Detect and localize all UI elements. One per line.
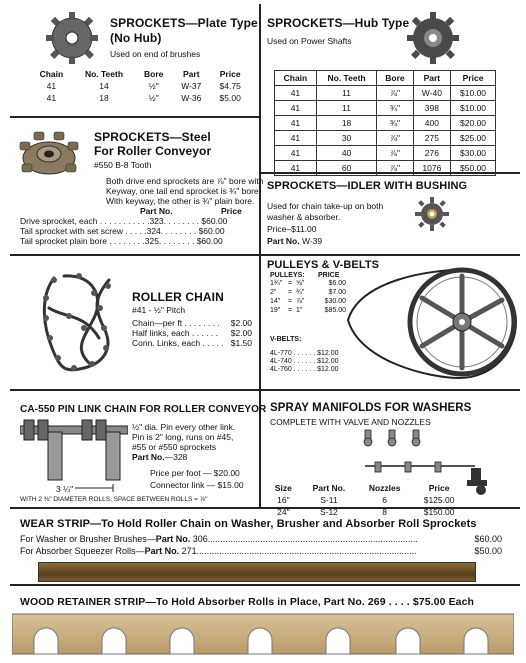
item-price: $2.00: [230, 328, 252, 338]
steel-tooth: #550 B-8 Tooth: [94, 160, 152, 170]
pulley-bore: ¾": [296, 289, 305, 296]
hub-sprocket-image: [404, 10, 462, 66]
spray-col-part: Part No.: [312, 483, 346, 493]
item-price: $1.50: [230, 338, 252, 348]
pinlink-part: [132, 452, 187, 462]
pulley-price: $6.00: [328, 280, 346, 287]
pulley-belt-image: [340, 262, 520, 386]
pulleys-col-label: PULLEYS:: [270, 272, 305, 279]
list-item: [132, 338, 252, 348]
spray-table: [266, 482, 466, 518]
cell: $20.00: [451, 116, 496, 131]
idler-part-value: W-39: [301, 236, 323, 246]
vbelt-name: 4L-770: [270, 350, 292, 357]
cell: ⅞": [377, 146, 413, 161]
hub-col-chain: Chain: [275, 71, 317, 86]
cell: 16": [277, 495, 290, 505]
hub-col-bore: Bore: [377, 71, 413, 86]
cell: ⅞": [377, 131, 413, 146]
steel-col-part: Part No.: [140, 206, 173, 216]
pulley-size: 19": [270, 307, 281, 314]
cell: $125.00: [423, 495, 455, 505]
plate-table: [30, 68, 250, 104]
pinlink-title: CA-550 PIN LINK CHAIN FOR ROLLER CONVEYOR: [20, 404, 267, 415]
item-price: . . . . . . . . $60.00: [163, 216, 228, 226]
cell: 60: [316, 161, 376, 176]
idler-desc-1: Used for chain take-up on both: [267, 201, 384, 211]
idler-sprocket-image: [414, 196, 450, 232]
item-label: Drive sprocket, each . . . . . . . . . . .: [20, 216, 150, 226]
item-price: . . . . . . . . $60.00: [160, 226, 225, 236]
pulley-price: $7.00: [328, 289, 346, 296]
cell: ¾": [377, 101, 413, 116]
cell: $4.75: [219, 81, 241, 91]
cell: 40: [316, 146, 376, 161]
vbelt-price: . . . . . . $12.00: [293, 350, 339, 357]
spray-subtitle: COMPLETE WITH VALVE AND NOZZLES: [270, 417, 431, 427]
hub-table-header: [275, 71, 496, 86]
pulleys-title: PULLEYS & V-BELTS: [267, 259, 380, 271]
steel-title: SPROCKETS—Steel: [94, 130, 211, 144]
plate-title: SPROCKETS—Plate Type: [110, 16, 258, 30]
hub-table: [274, 70, 496, 176]
cell: $10.00: [451, 86, 496, 101]
list-item: [132, 328, 252, 338]
pinlink-connector: Connector link — $15.00: [150, 480, 244, 490]
list-item: [270, 366, 339, 373]
cell: 8: [382, 507, 388, 517]
item-label: Conn. Links, each . . . . .: [132, 338, 224, 348]
spray-col-nozzles: Nozzles: [368, 483, 401, 493]
cell: ⅞": [377, 161, 413, 176]
cell: ¾": [377, 116, 413, 131]
spray-title: SPRAY MANIFOLDS FOR WASHERS: [270, 402, 472, 414]
pulley-bore: 1": [296, 307, 303, 314]
steel-desc-1: Both drive end sprockets are ⅞" bore with: [106, 176, 264, 186]
wear-part-value: 271: [181, 546, 197, 556]
steel-sprocket-image: [14, 128, 84, 182]
item-label: Tail sprocket with set screw . . . . .: [20, 226, 147, 236]
plate-subtitle: Used on end of brushes: [110, 49, 201, 59]
cell: $25.00: [451, 131, 496, 146]
idler-part: [267, 236, 322, 246]
pinlink-part-label: Part No.: [132, 452, 165, 462]
cell: $10.00: [451, 101, 496, 116]
item-price: $2.00: [230, 318, 252, 328]
steel-desc-3: With keyway, the other is ¾" plain bore.: [106, 196, 255, 206]
wear-part-value: 306: [192, 534, 208, 544]
cell: 41: [46, 81, 57, 91]
pulley-bore: ⅞": [296, 298, 305, 305]
list-item: [20, 236, 223, 246]
hub-col-teeth: No. Teeth: [316, 71, 376, 86]
item-label: Tail sprocket plain bore . . . . . . . .: [20, 236, 145, 246]
cell: 41: [275, 116, 317, 131]
pulleys-col-price: PRICE: [318, 272, 340, 279]
table-row: [275, 86, 496, 101]
cell: 41: [275, 146, 317, 161]
cell: ⅞": [377, 86, 413, 101]
divider: [10, 389, 520, 391]
pulley-bore: ⅝": [296, 280, 305, 287]
list-item: [270, 307, 346, 314]
roller-pitch: #41 - ½" Pitch: [132, 305, 186, 315]
cell: 11: [316, 86, 376, 101]
list-item: [20, 226, 225, 236]
pulley-eq: =: [288, 280, 293, 287]
plate-table-header: [30, 68, 250, 80]
pulley-price: $30.00: [324, 298, 346, 305]
pinlink-dimension: 3 ¼": [56, 484, 74, 494]
pin-link-chain-image: [20, 418, 128, 492]
divider: [10, 584, 520, 586]
list-item: [270, 350, 339, 357]
table-row: [266, 494, 466, 506]
vbelt-price: . . . . . . $12.00: [293, 358, 339, 365]
cell: 398: [413, 101, 450, 116]
cell: $5.00: [219, 93, 241, 103]
cell: W-37: [181, 81, 202, 91]
idler-part-label: Part No.: [267, 236, 300, 246]
pinlink-price-foot: Price per foot — $20.00: [150, 468, 240, 478]
list-item: [270, 358, 339, 365]
cell: S-11: [320, 495, 338, 505]
cell: ½": [148, 81, 159, 91]
table-row: [30, 80, 250, 92]
leader-dots: ....................................................................................: [207, 534, 418, 544]
table-row: [266, 506, 466, 518]
list-item: [20, 546, 502, 556]
roller-chain-image: [34, 268, 126, 378]
vbelt-price: . . . . . . $12.00: [293, 366, 339, 373]
pinlink-desc-1: ½" dia. Pin every other link.: [132, 422, 236, 432]
list-item: [270, 280, 346, 287]
wear-line-label: For Absorber Squeezer Rolls—: [20, 546, 145, 556]
cell: 11: [316, 101, 376, 116]
list-item: [20, 216, 227, 226]
divider: [10, 254, 520, 256]
spray-table-header: [266, 482, 466, 494]
cell: 6: [382, 495, 388, 505]
spray-col-size: Size: [274, 483, 292, 493]
item-part: 324: [146, 226, 161, 236]
cell: 400: [413, 116, 450, 131]
pulley-price: $85.00: [324, 307, 346, 314]
pinlink-desc-2: Pin is 2" long, runs on #45,: [132, 432, 234, 442]
item-part: 325: [144, 236, 159, 246]
pulley-size: 2": [270, 289, 277, 296]
pulley-size: 1¾": [270, 280, 283, 287]
idler-price: Price–$11.00: [267, 224, 317, 234]
steel-col-price: Price: [221, 206, 242, 216]
pulley-eq: =: [288, 298, 293, 305]
cell: $50.00: [451, 161, 496, 176]
list-item: [132, 318, 252, 328]
cell: 18: [99, 93, 109, 103]
wear-price: $50.00: [474, 546, 502, 556]
wear-line-label: For Washer or Brusher Brushes—: [20, 534, 156, 544]
vbelts-label: V-BELTS:: [270, 336, 302, 343]
pinlink-desc-3: #55 or #550 sprockets: [132, 442, 217, 452]
vbelt-name: 4L-740: [270, 358, 292, 365]
pinlink-part-value: —328: [164, 452, 188, 462]
idler-desc-2: washer & absorber.: [267, 212, 341, 222]
cell: 14: [99, 81, 109, 91]
plate-col-bore: Bore: [144, 69, 164, 79]
item-label: Chain—per ft . . . . . . . .: [132, 318, 220, 328]
item-label: Half links, each . . . . . .: [132, 328, 218, 338]
plate-sprocket-image: [42, 10, 102, 66]
divider: [259, 4, 261, 508]
vbelt-name: 4L-760: [270, 366, 292, 373]
pinlink-footnote: WITH 2 ⅜" DIAMETER ROLLS, SPACE BETWEEN ROLLS = ⅞": [20, 496, 208, 503]
retainer-strip-image: [12, 612, 514, 658]
cell: 30: [316, 131, 376, 146]
cell: 24": [277, 507, 290, 517]
list-item: [20, 534, 502, 544]
wear-part-label: Part No.: [144, 546, 180, 556]
wear-strip-image: [38, 562, 476, 582]
table-row: [275, 116, 496, 131]
cell: W-40: [413, 86, 450, 101]
hub-col-part: Part: [413, 71, 450, 86]
table-row: [275, 146, 496, 161]
idler-title: SPROCKETS—IDLER WITH BUSHING: [267, 180, 468, 192]
plate-col-price: Price: [219, 69, 241, 79]
leader-dots: ........................................................................................: [196, 546, 417, 556]
list-item: [270, 298, 346, 305]
cell: 41: [275, 131, 317, 146]
cell: 276: [413, 146, 450, 161]
pulley-size: 14": [270, 298, 281, 305]
list-item: [270, 289, 346, 296]
divider: [10, 116, 260, 118]
wear-title: WEAR STRIP—To Hold Roller Chain on Washer, Brusher and Absorber Roll Sprockets: [20, 518, 477, 530]
cell: S-12: [319, 507, 338, 517]
table-row: [275, 101, 496, 116]
plate-col-part: Part: [183, 69, 200, 79]
roller-title: ROLLER CHAIN: [132, 290, 224, 304]
item-price: . . . . . . . . $60.00: [158, 236, 223, 246]
plate-col-chain: Chain: [39, 69, 64, 79]
cell: 1076: [413, 161, 450, 176]
retainer-title: WOOD RETAINER STRIP—To Hold Absorber Rolls in Place, Part No. 269 . . . . $75.00 Each: [20, 596, 475, 608]
cell: W-36: [181, 93, 202, 103]
plate-col-teeth: No. Teeth: [84, 69, 124, 79]
wear-price: $60.00: [474, 534, 502, 544]
cell: $30.00: [451, 146, 496, 161]
cell: 41: [46, 93, 57, 103]
cell: $150.00: [423, 507, 455, 517]
hub-col-price: Price: [451, 71, 496, 86]
table-row: [275, 161, 496, 176]
steel-desc-2: Keyway, one tail end sprocket is ¾" bore: [106, 186, 259, 196]
hub-subtitle: Used on Power Shafts: [267, 36, 352, 46]
cell: 275: [413, 131, 450, 146]
table-row: [30, 92, 250, 104]
cell: 41: [275, 101, 317, 116]
table-row: [275, 131, 496, 146]
cell: ½": [148, 93, 159, 103]
spray-col-price: Price: [428, 483, 450, 493]
plate-title-2: (No Hub): [110, 31, 162, 45]
steel-title-2: For Roller Conveyor: [94, 144, 212, 158]
item-part: 323: [149, 216, 164, 226]
pulley-eq: =: [288, 307, 293, 314]
cell: 41: [275, 161, 317, 176]
wear-part-label: Part No.: [155, 534, 191, 544]
hub-title: SPROCKETS—Hub Type: [267, 16, 410, 30]
cell: 41: [275, 86, 317, 101]
pulley-eq: =: [288, 289, 293, 296]
cell: 18: [316, 116, 376, 131]
